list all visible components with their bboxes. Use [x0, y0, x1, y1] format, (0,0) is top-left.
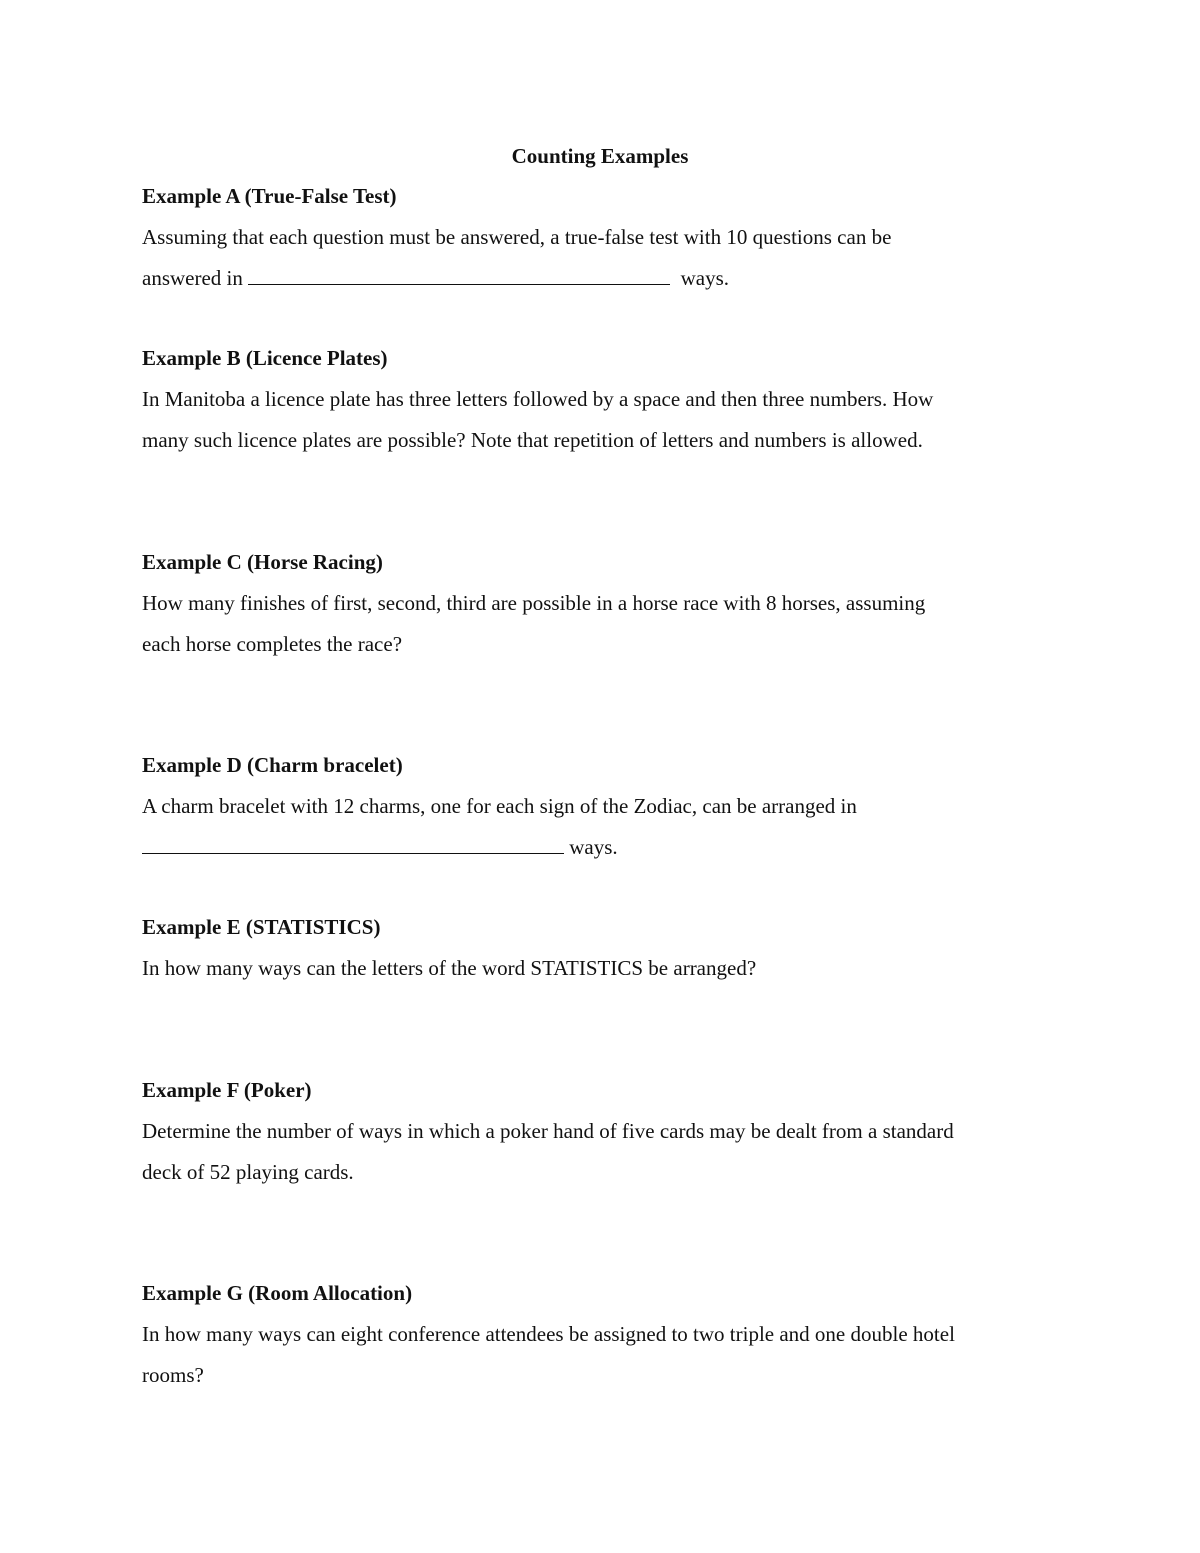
example-text-line: Assuming that each question must be answered, a true-false test with 10 questions can be: [142, 225, 892, 249]
example-a: [142, 181, 1062, 293]
example-d: [142, 750, 1062, 862]
example-text-line: How many finishes of first, second, third are possible in a horse race with 8 horses, assuming: [142, 591, 926, 615]
example-text-line: In Manitoba a licence plate has three letters followed by a space and then three numbers. How: [142, 387, 934, 411]
blank-suffix: ways.: [680, 266, 730, 290]
answer-blank-line: [142, 263, 1062, 293]
example-heading: Example D (Charm bracelet): [142, 753, 403, 777]
example-heading: Example G (Room Allocation): [142, 1281, 413, 1305]
example-text-line: In how many ways can the letters of the word STATISTICS be arranged?: [142, 956, 757, 980]
example-heading: Example E (STATISTICS): [142, 915, 381, 939]
example-text-line: many such licence plates are possible? Note that repetition of letters and numbers is allowed.: [142, 428, 923, 452]
example-g: [142, 1278, 1062, 1390]
example-text-line: rooms?: [142, 1363, 204, 1387]
example-text-line: Determine the number of ways in which a poker hand of five cards may be dealt from a standard: [142, 1119, 954, 1143]
example-f: [142, 1075, 1062, 1187]
example-b: [142, 343, 1062, 455]
example-text-line: A charm bracelet with 12 charms, one for each sign of the Zodiac, can be arranged in: [142, 794, 857, 818]
example-heading: Example F (Poker): [142, 1078, 312, 1102]
blank-prefix: answered in: [142, 266, 243, 290]
example-e: [142, 912, 1062, 983]
blank-suffix: ways.: [569, 835, 618, 859]
example-text-line: deck of 52 playing cards.: [142, 1160, 354, 1184]
page-title: Counting Examples: [511, 144, 689, 168]
example-heading: Example A (True-False Test): [142, 184, 397, 208]
example-text-line: each horse completes the race?: [142, 632, 403, 656]
example-heading: Example B (Licence Plates): [142, 346, 388, 370]
example-c: [142, 547, 1062, 659]
answer-blank: [142, 835, 564, 854]
example-heading: Example C (Horse Racing): [142, 550, 383, 574]
example-text-line: In how many ways can eight conference attendees be assigned to two triple and one double hotel: [142, 1322, 955, 1346]
answer-blank-line: [142, 832, 1062, 862]
answer-blank: [248, 266, 670, 285]
